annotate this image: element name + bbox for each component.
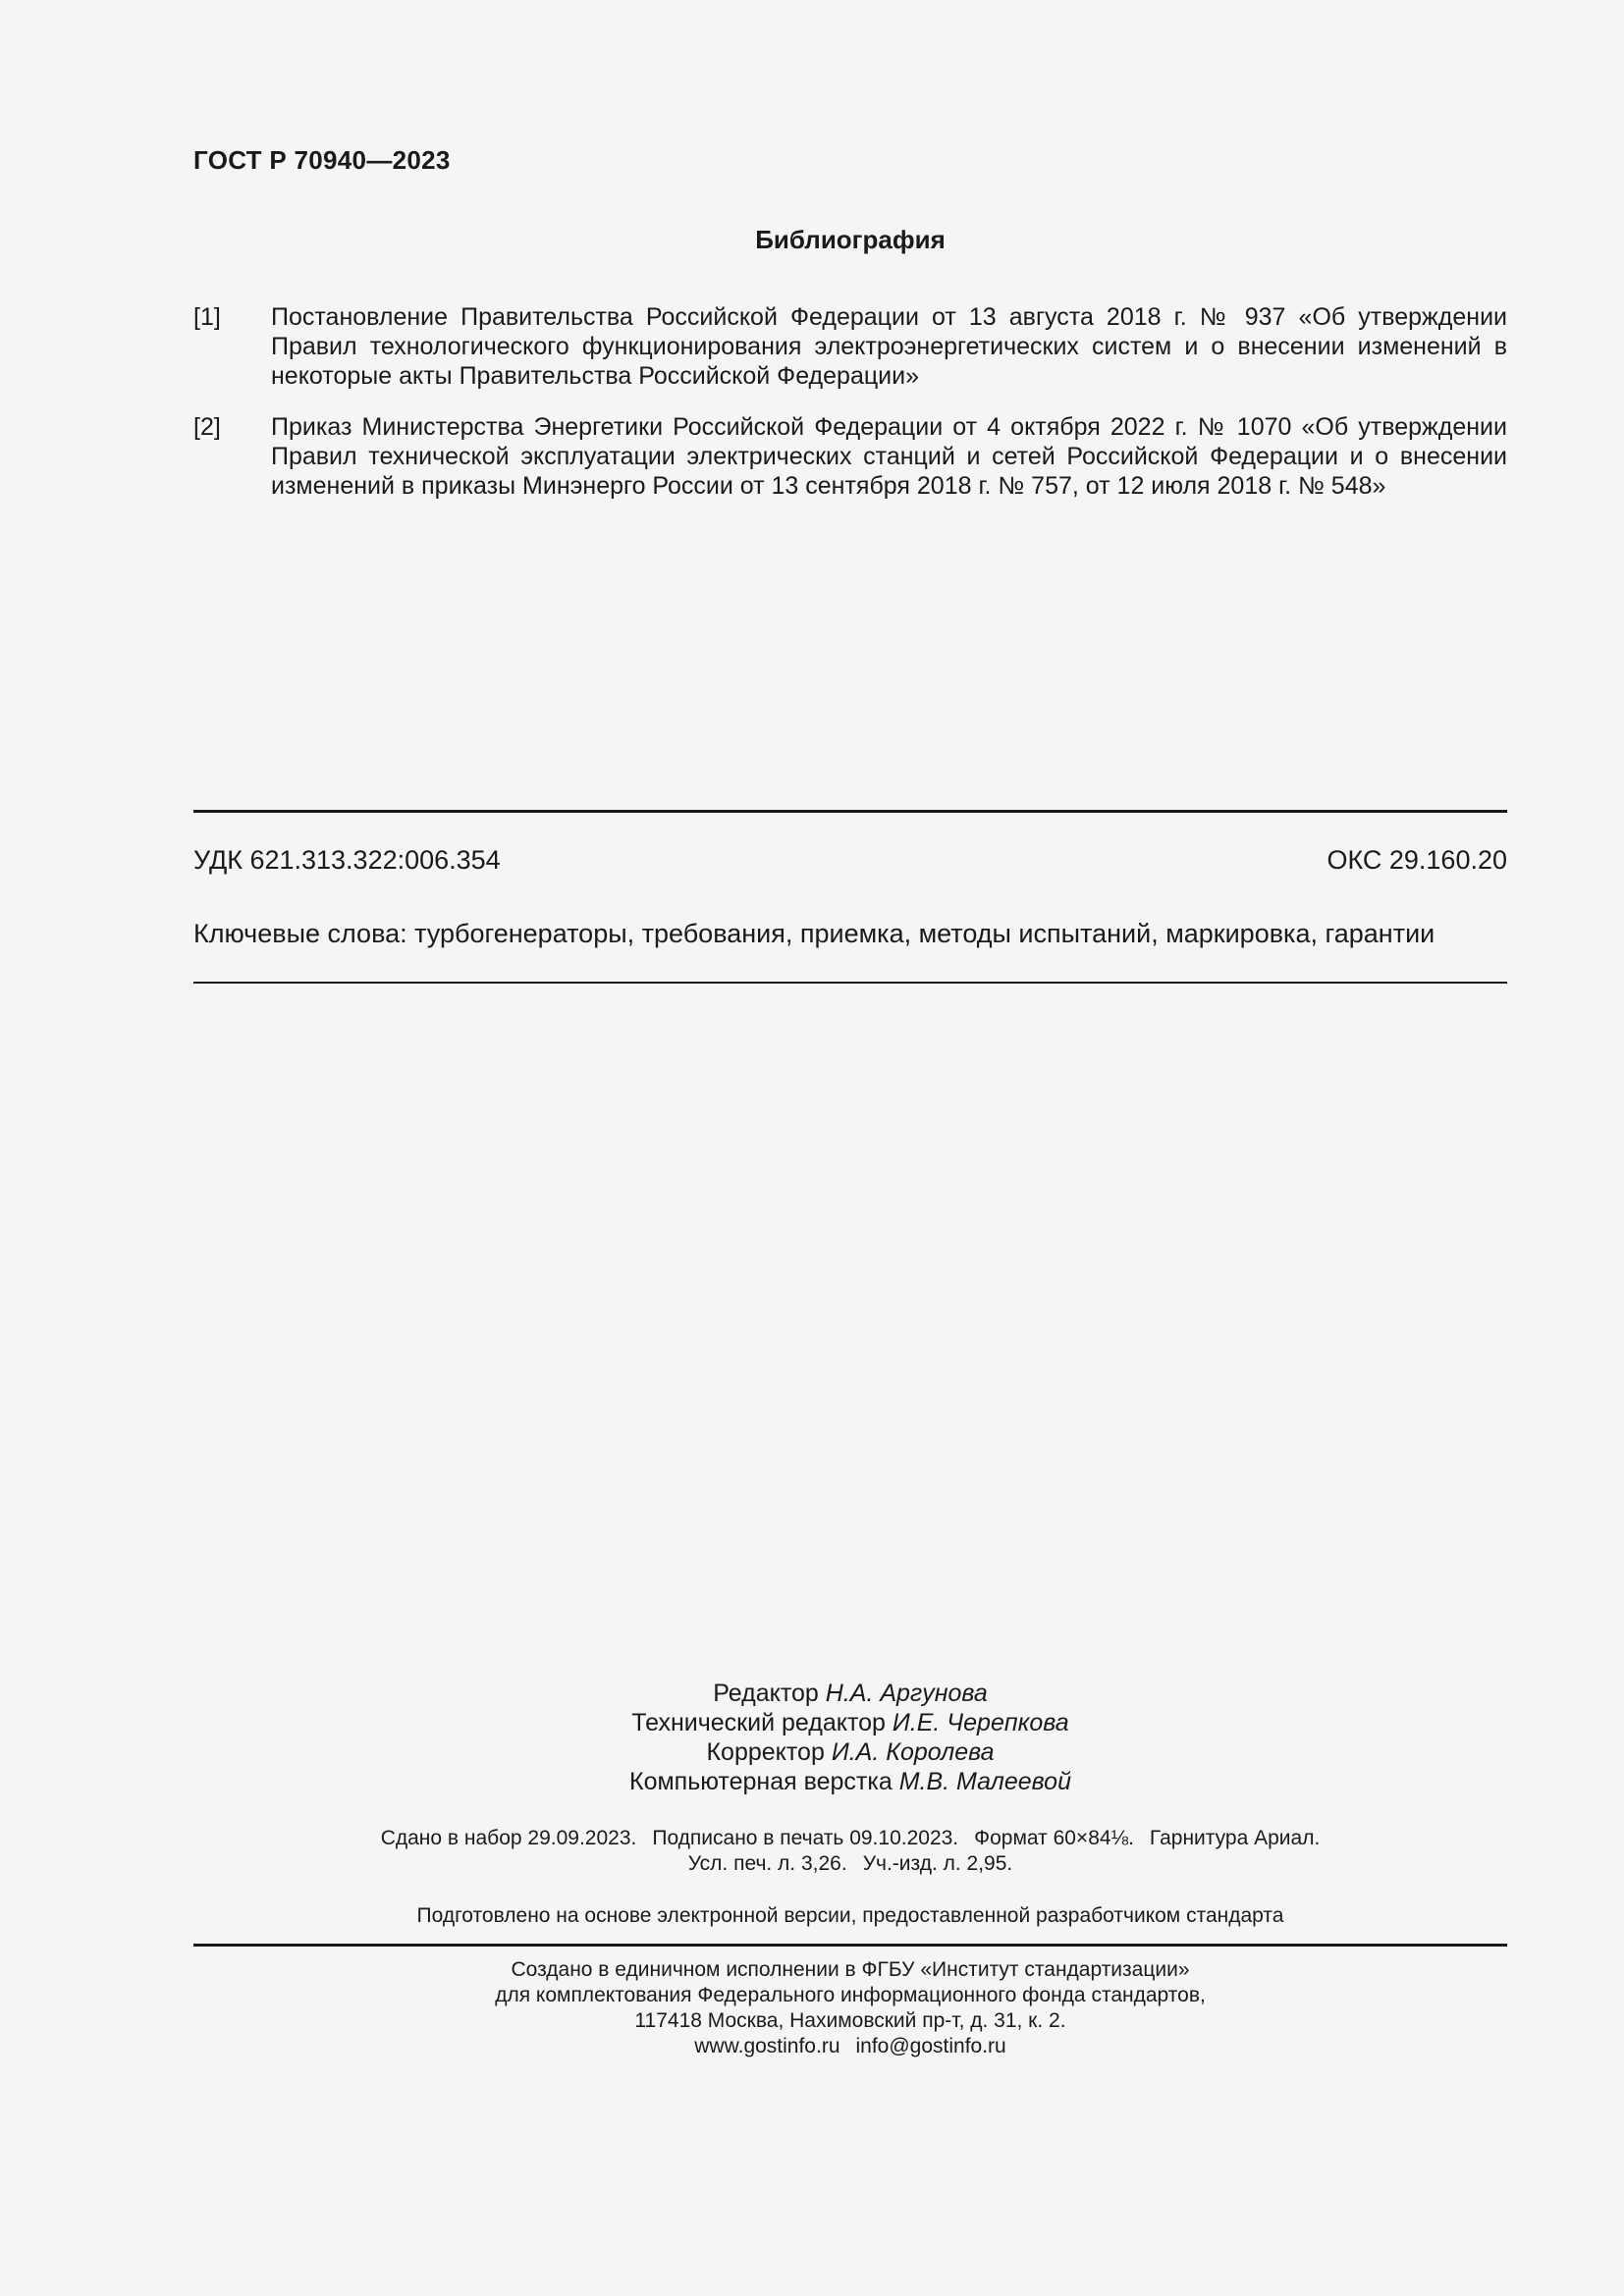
email-link[interactable]: info@gostinfo.ru xyxy=(855,2035,1006,2057)
bibliography-item-text: Приказ Министерства Энергетики Российской Федерации от 4 октября 2022 г. № 1070 «Об утверждении Правил технической эксплуатации электрических станций и сетей Российской Федерации и о внесении изменений в приказы Минэнерго России от 13 сентября 2018 г. № 757, от 12 июля 2018 г. № 548» xyxy=(271,413,1507,500)
contacts-line xyxy=(193,2034,1507,2059)
divider-top xyxy=(193,810,1507,813)
publisher-sheets: Уч.-изд. л. 2,95. xyxy=(862,1852,1013,1875)
oks-code: ОКС 29.160.20 xyxy=(1326,845,1507,875)
credit-name: И.А. Королева xyxy=(831,1738,995,1766)
credit-role: Корректор xyxy=(706,1738,825,1766)
credit-technical-editor xyxy=(193,1708,1507,1737)
divider-bottom xyxy=(193,1944,1507,1947)
bibliography-item-number: [2] xyxy=(193,413,221,441)
credit-name: М.В. Малеевой xyxy=(898,1768,1071,1795)
bibliography-list xyxy=(193,302,1507,522)
document-page xyxy=(193,0,1507,2296)
set-date: Сдано в набор 29.09.2023. xyxy=(380,1827,637,1849)
created-line-1: Создано в единичном исполнении в ФГБУ «Институт стандартизации» xyxy=(511,1958,1190,1981)
credit-name: И.Е. Черепкова xyxy=(892,1709,1069,1736)
website-link[interactable]: www.gostinfo.ru xyxy=(694,2035,840,2057)
bibliography-item-number: [1] xyxy=(193,303,221,331)
created-line-3: 117418 Москва, Нахимовский пр-т, д. 31, к. 2. xyxy=(634,2009,1066,2032)
credits-block xyxy=(193,1679,1507,1796)
keywords: Ключевые слова: турбогенераторы, требования, приемка, методы испытаний, маркировка, гарантии xyxy=(193,919,1435,948)
print-info xyxy=(193,1826,1507,1877)
credit-role: Редактор xyxy=(713,1680,819,1707)
print-sheets: Усл. печ. л. 3,26. xyxy=(687,1852,847,1875)
signed-date: Подписано в печать 09.10.2023. xyxy=(652,1827,959,1849)
credit-layout xyxy=(193,1767,1507,1796)
bibliography-item-text: Постановление Правительства Российской Федерации от 13 августа 2018 г. № 937 «Об утверждении Правил технологического функционирования электроэнергетических систем и о внесении изменений в некоторые акты Правительства Российской Федерации» xyxy=(271,303,1507,390)
credit-name: Н.А. Аргунова xyxy=(825,1680,988,1707)
udc-code: УДК 621.313.322:006.354 xyxy=(193,845,501,875)
divider-middle xyxy=(193,982,1507,984)
created-line-2: для комплектования Федерального информационного фонда стандартов, xyxy=(495,1984,1206,2006)
created-block xyxy=(193,1957,1507,2059)
typeface: Гарнитура Ариал. xyxy=(1149,1827,1321,1849)
print-info-line-1 xyxy=(193,1826,1507,1851)
credit-proofreader xyxy=(193,1737,1507,1767)
print-info-line-2 xyxy=(193,1851,1507,1877)
paper-format: Формат 60×84⅛. xyxy=(974,1827,1134,1849)
credit-role: Компьютерная верстка xyxy=(629,1768,893,1795)
bibliography-item xyxy=(193,302,1507,391)
bibliography-title: Библиография xyxy=(755,225,946,254)
credit-role: Технический редактор xyxy=(631,1709,886,1736)
bibliography-item xyxy=(193,412,1507,501)
document-code: ГОСТ Р 70940—2023 xyxy=(193,145,451,175)
prepared-note: Подготовлено на основе электронной версии, предоставленной разработчиком стандарта xyxy=(416,1904,1284,1927)
credit-editor xyxy=(193,1679,1507,1708)
